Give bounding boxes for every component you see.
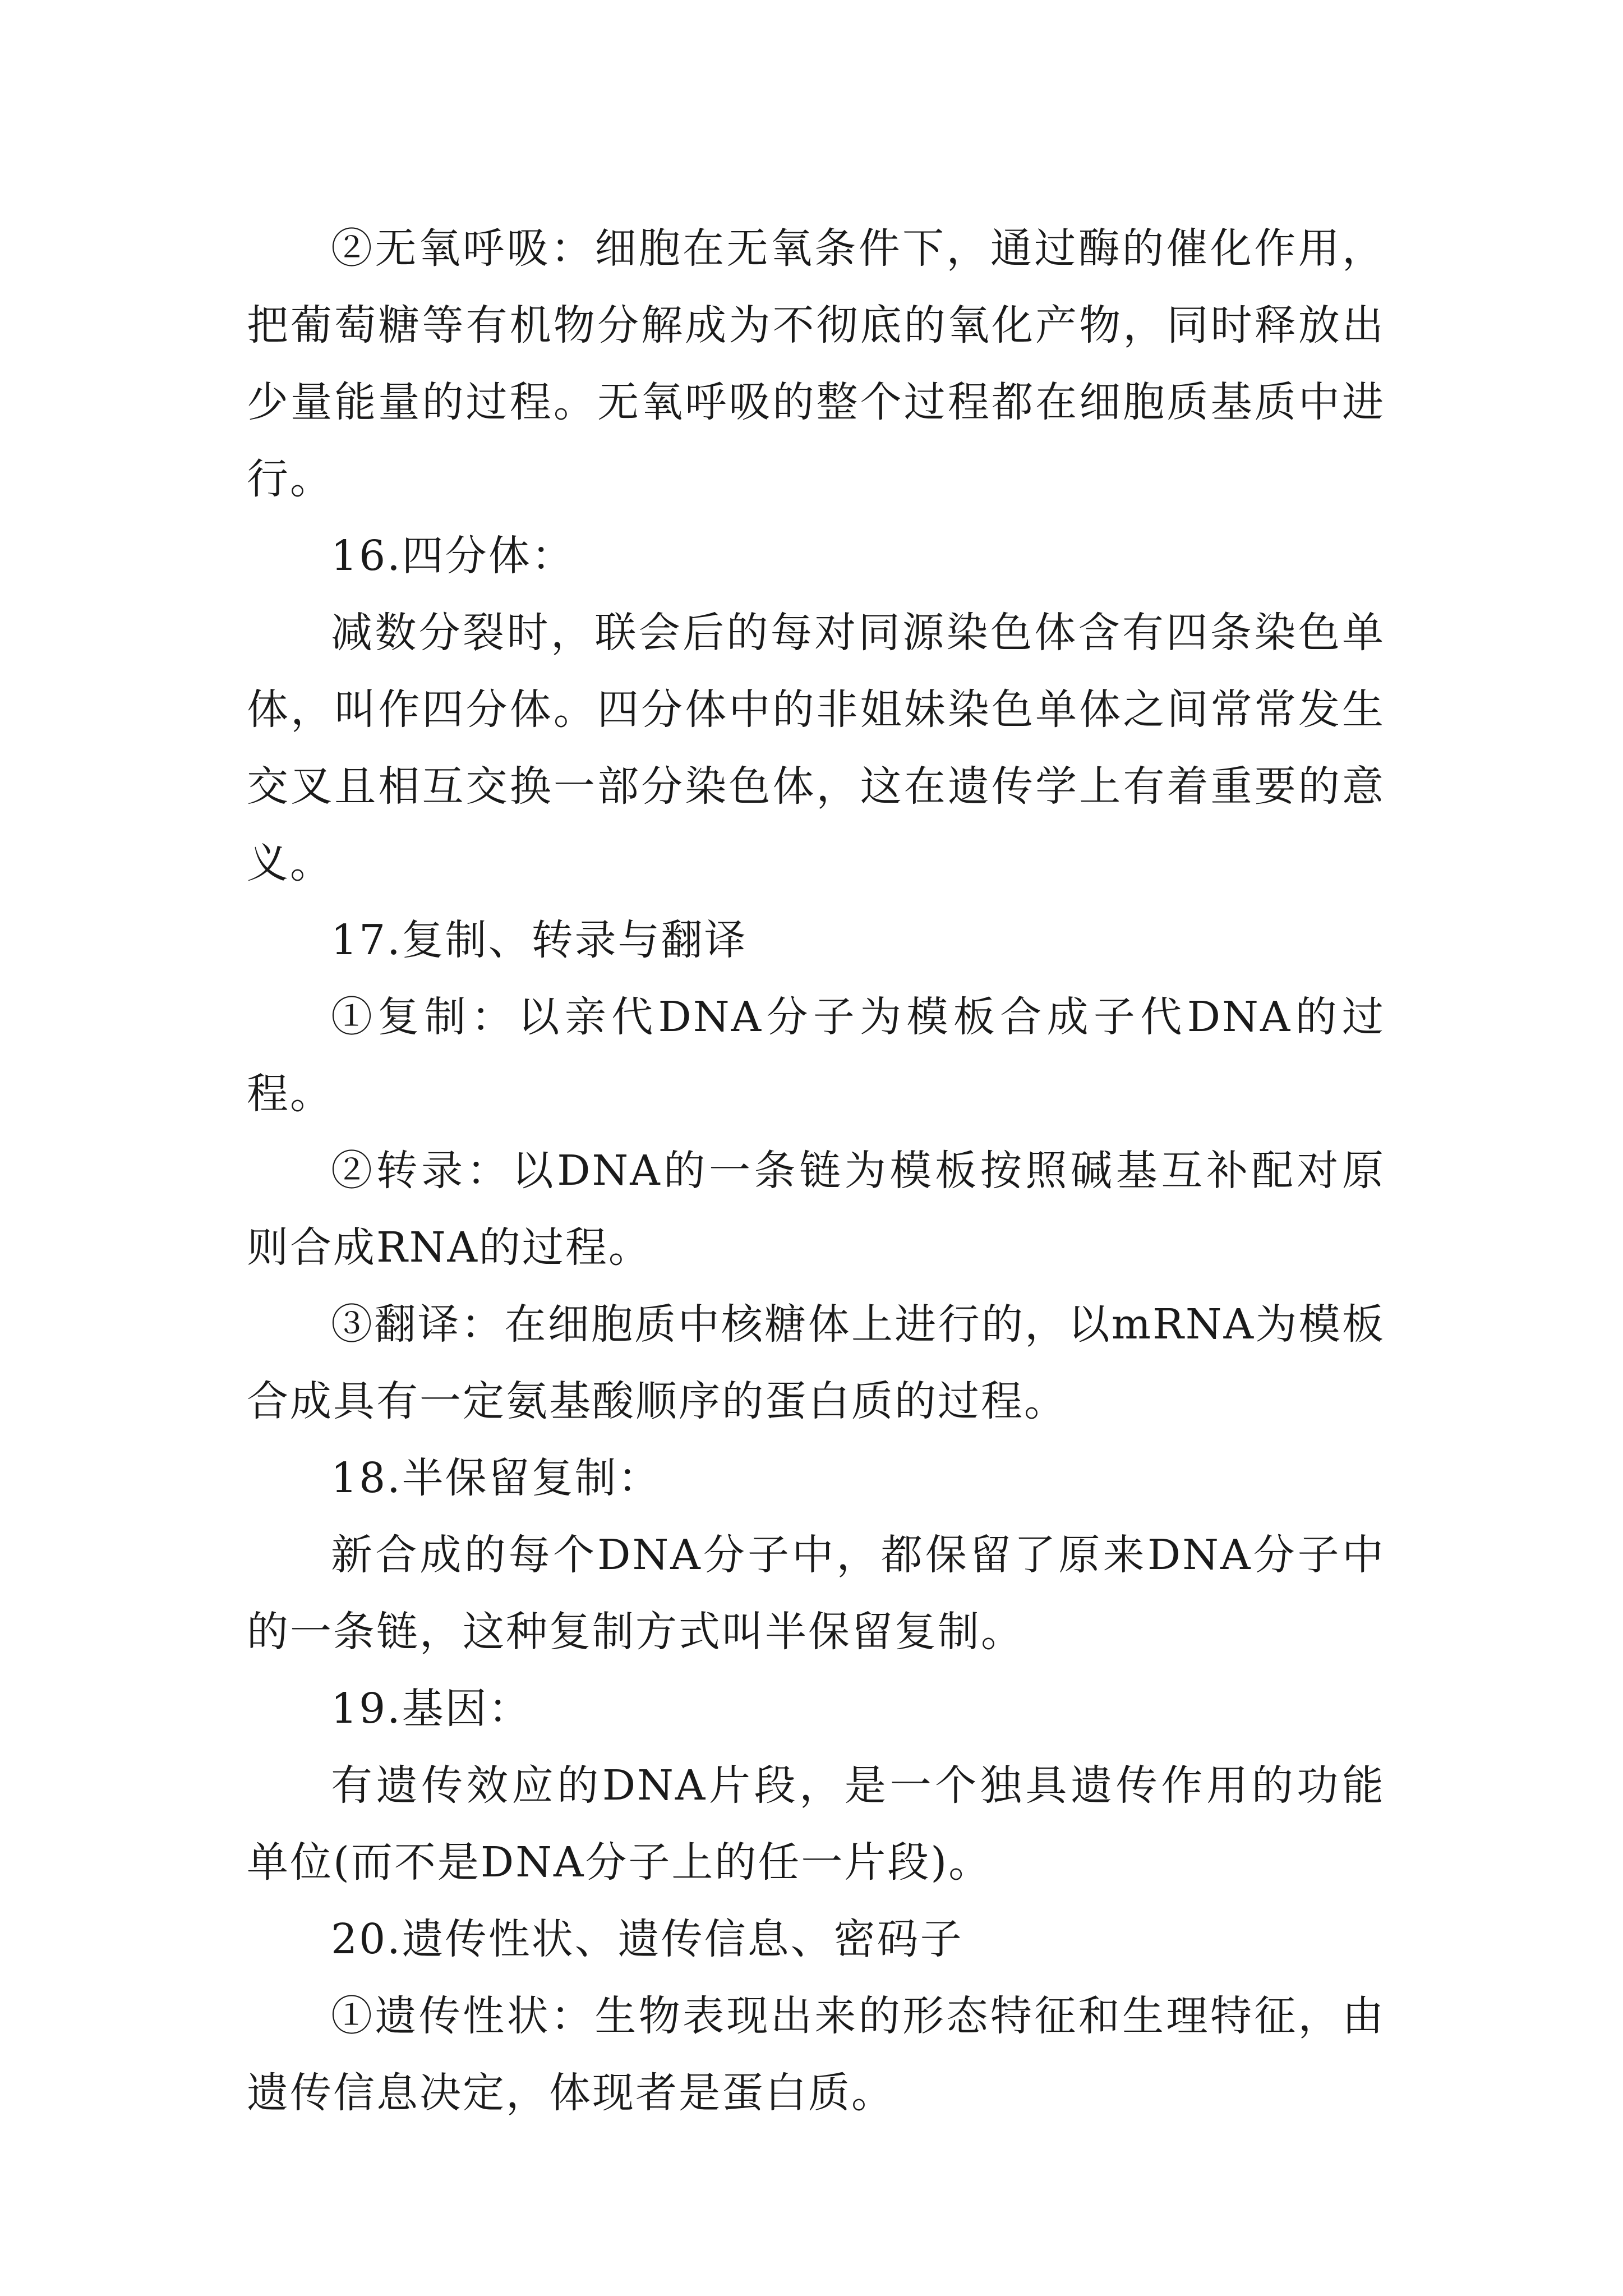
- paragraph-gene-definition: 有遗传效应的DNA片段，是一个独具遗传作用的功能单位(而不是DNA分子上的任一片段)。: [247, 1761, 1385, 1887]
- heading-gene: 19.基因：: [331, 1685, 532, 1733]
- paragraph-replication: ①复制：以亲代DNA分子为模板合成子代DNA的过程。: [247, 993, 1385, 1118]
- paragraph-tetrad-definition: 减数分裂时，联会后的每对同源染色体含有四条染色单体，叫作四分体。四分体中的非姐妹染色单体之间常常发生交叉且相互交换一部分染色体，这在遗传学上有着重要的意义。: [247, 609, 1385, 887]
- heading-replication-transcription-translation: 17.复制、转录与翻译: [331, 916, 748, 964]
- document-body: [247, 210, 1385, 2132]
- paragraph-genetic-traits: ①遗传性状：生物表现出来的形态特征和生理特征，由遗传信息决定，体现者是蛋白质。: [247, 1992, 1385, 2117]
- heading-tetrad: 16.四分体：: [331, 532, 575, 580]
- paragraph-translation: ③翻译：在细胞质中核糖体上进行的，以mRNA为模板合成具有一定氨基酸顺序的蛋白质的过程。: [247, 1300, 1385, 1425]
- heading-semiconservative-replication: 18.半保留复制：: [331, 1454, 661, 1502]
- paragraph-anaerobic-respiration: ②无氧呼吸：细胞在无氧条件下，通过酶的催化作用，把葡萄糖等有机物分解成为不彻底的氧化产物，同时释放出少量能量的过程。无氧呼吸的整个过程都在细胞质基质中进行。: [247, 224, 1385, 503]
- paragraph-semiconservative-definition: 新合成的每个DNA分子中，都保留了原来DNA分子中的一条链，这种复制方式叫半保留复制。: [247, 1531, 1385, 1656]
- heading-genetic-traits: 20.遗传性状、遗传信息、密码子: [331, 1915, 963, 1963]
- paragraph-transcription: ②转录：以DNA的一条链为模板按照碱基互补配对原则合成RNA的过程。: [247, 1147, 1385, 1272]
